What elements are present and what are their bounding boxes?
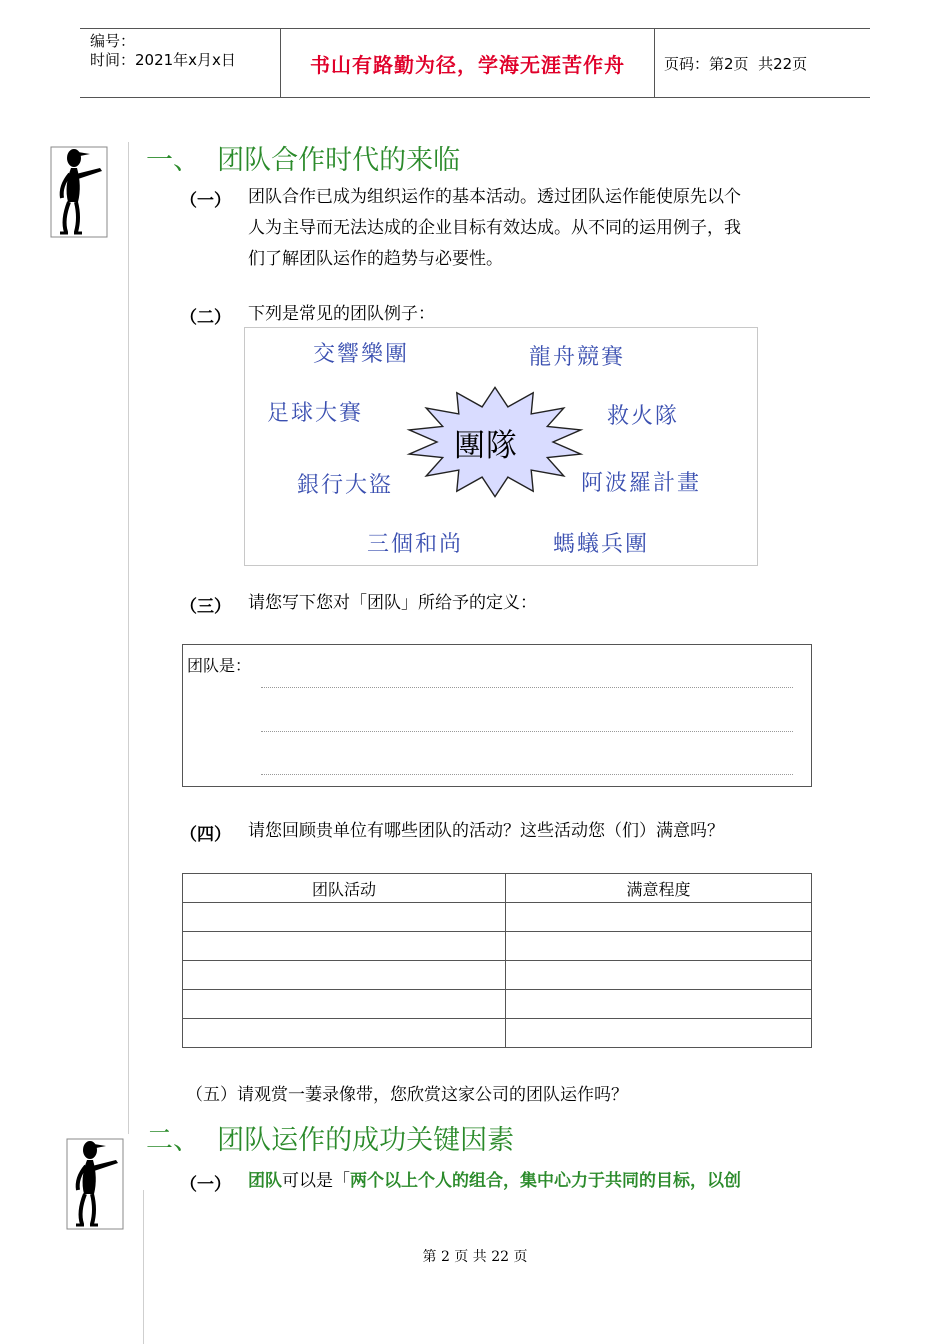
stick-figure-icon xyxy=(66,1138,124,1230)
header-motto: 书山有路勤为径，学海无涯苦作舟 xyxy=(310,52,625,77)
header-number: 编号： xyxy=(90,32,136,50)
team-example: 三個和尚 xyxy=(367,532,464,557)
item-text: 请您回顾贵单位有哪些团队的活动？这些活动您（们）满意吗？ xyxy=(248,821,724,841)
margin-rule xyxy=(128,142,129,1134)
green-term: 两个以上个人的组合，集中心力于共同的目标，以创 xyxy=(350,1171,741,1191)
table-cell[interactable] xyxy=(183,903,506,932)
page-footer: 第 2 页 共 22 页 xyxy=(422,1249,528,1265)
text-line: 们了解团队运作的趋势与必要性。 xyxy=(248,249,503,269)
section-title: 二、 团队运作的成功关键因素 xyxy=(146,1125,515,1156)
header-page-info: 页码：第2页 共22页 xyxy=(664,54,808,73)
page-header xyxy=(80,28,870,98)
stick-figure-icon xyxy=(50,146,108,238)
header-meta xyxy=(90,32,236,70)
table-cell[interactable] xyxy=(506,961,812,990)
table-header: 团队活动 xyxy=(183,874,506,903)
header-divider xyxy=(654,29,655,97)
text-line: 人为主导而无法达成的企业目标有效达成。从不同的运用例子，我 xyxy=(248,218,741,238)
text-segment: 可以是「 xyxy=(282,1171,350,1191)
team-example: 阿波羅計畫 xyxy=(581,471,702,496)
item-number: （四） xyxy=(180,825,231,845)
team-example: 救火隊 xyxy=(607,404,680,429)
margin-rule xyxy=(143,1190,144,1344)
table-row xyxy=(183,961,812,990)
item-number: （二） xyxy=(180,308,231,328)
diagram-center-label: 團隊 xyxy=(454,428,518,464)
item-text xyxy=(248,1166,741,1197)
item-number: （一） xyxy=(180,1175,231,1195)
table-cell[interactable] xyxy=(506,932,812,961)
answer-line[interactable] xyxy=(261,774,793,775)
table-cell[interactable] xyxy=(506,990,812,1019)
item-text: （五）请观赏一萋录像带，您欣赏这家公司的团队运作吗？ xyxy=(186,1085,628,1105)
team-example: 足球大賽 xyxy=(267,401,364,426)
table-cell[interactable] xyxy=(183,932,506,961)
item-number: （三） xyxy=(180,597,231,617)
item-text: 请您写下您对「团队」所给予的定义： xyxy=(248,593,537,613)
table-cell[interactable] xyxy=(506,1019,812,1048)
answer-line[interactable] xyxy=(261,731,793,732)
text-line: 团队合作已成为组织运作的基本活动。透过团队运作能使原先以个 xyxy=(248,187,741,207)
table-row xyxy=(183,1019,812,1048)
item-text: 下列是常见的团队例子： xyxy=(248,304,435,324)
table-cell[interactable] xyxy=(183,961,506,990)
team-example: 交響樂團 xyxy=(313,342,410,367)
table-header: 满意程度 xyxy=(506,874,812,903)
green-term: 团队 xyxy=(248,1171,282,1191)
answer-line[interactable] xyxy=(261,687,793,688)
section-title: 一、 团队合作时代的来临 xyxy=(146,145,461,176)
table-row xyxy=(183,903,812,932)
team-example: 銀行大盜 xyxy=(297,473,394,498)
definition-answer-box[interactable] xyxy=(182,644,812,787)
answer-label: 团队是： xyxy=(187,656,252,675)
item-text xyxy=(248,182,741,275)
header-time: 时间：2021年x月x日 xyxy=(90,51,236,69)
item-number: （一） xyxy=(180,191,231,211)
table-cell[interactable] xyxy=(183,990,506,1019)
table-cell[interactable] xyxy=(183,1019,506,1048)
team-activity-table xyxy=(182,873,812,1048)
table-row xyxy=(183,932,812,961)
team-example: 螞蟻兵團 xyxy=(553,532,650,557)
table-row xyxy=(183,990,812,1019)
table-cell[interactable] xyxy=(506,903,812,932)
team-example: 龍舟競賽 xyxy=(529,345,626,370)
